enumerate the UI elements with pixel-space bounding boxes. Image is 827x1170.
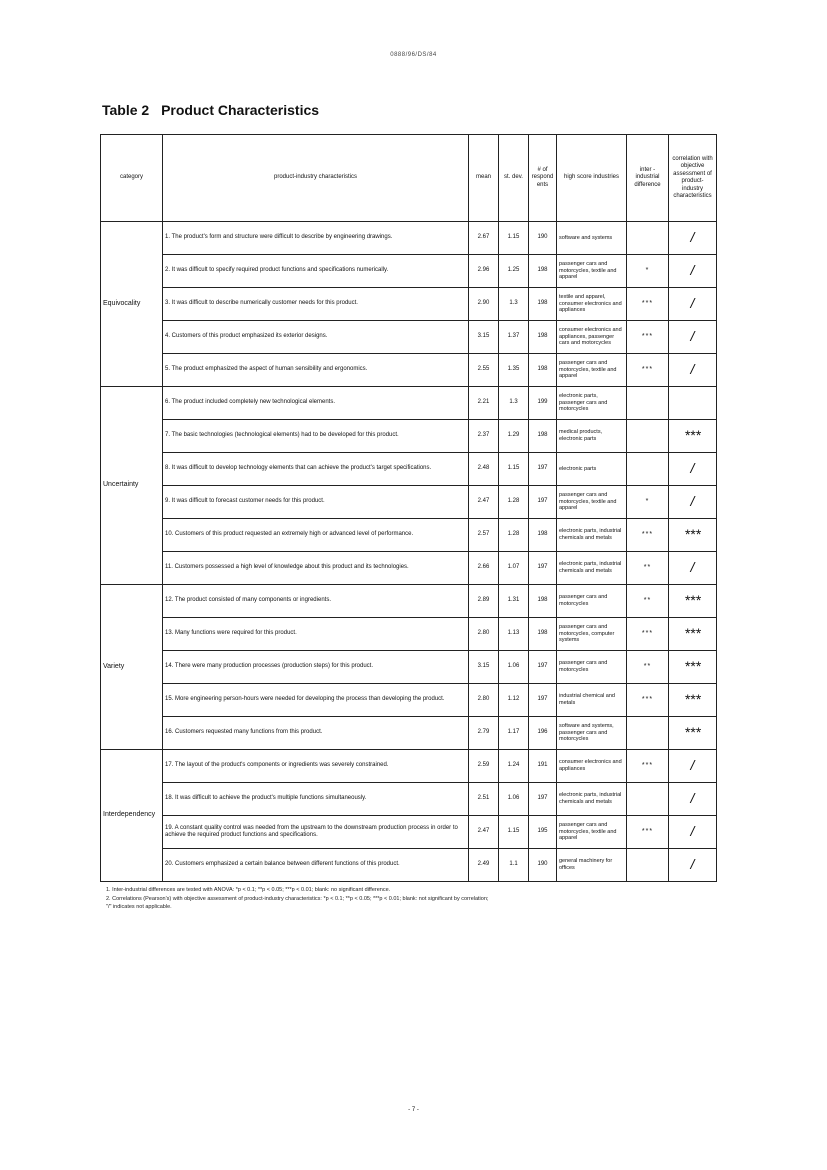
- respondents-cell: 198: [529, 585, 557, 618]
- respondents-cell: 197: [529, 453, 557, 486]
- correlation-cell: /: [669, 453, 717, 486]
- col-header-category: category: [101, 135, 163, 222]
- inter-industrial-cell: **: [627, 585, 669, 618]
- std-dev-cell: 1.12: [499, 684, 529, 717]
- table-row: [101, 420, 717, 453]
- table-row: [101, 519, 717, 552]
- category-cell: Interdependency: [101, 750, 163, 882]
- inter-industrial-cell: [627, 783, 669, 816]
- characteristic-cell: 11. Customers possessed a high level of knowledge about this product and its technologies.: [163, 552, 469, 585]
- characteristic-cell: 16. Customers requested many functions from this product.: [163, 717, 469, 750]
- table-number: Table 2: [102, 102, 150, 118]
- high-score-cell: industrial chemical and metals: [557, 684, 627, 717]
- mean-cell: 2.66: [469, 552, 499, 585]
- high-score-cell: passenger cars and motorcycles, textile and apparel: [557, 255, 627, 288]
- correlation-cell: ***: [669, 420, 717, 453]
- std-dev-cell: 1.06: [499, 651, 529, 684]
- high-score-cell: electronic parts, industrial chemicals and metals: [557, 552, 627, 585]
- high-score-cell: textile and apparel, consumer electronics and appliances: [557, 288, 627, 321]
- correlation-cell: [669, 387, 717, 420]
- respondents-cell: 190: [529, 849, 557, 882]
- mean-cell: 2.80: [469, 684, 499, 717]
- mean-cell: 2.57: [469, 519, 499, 552]
- correlation-cell: ***: [669, 717, 717, 750]
- table-row: [101, 849, 717, 882]
- respondents-cell: 195: [529, 816, 557, 849]
- table-row: [101, 750, 717, 783]
- respondents-cell: 197: [529, 684, 557, 717]
- correlation-cell: /: [669, 255, 717, 288]
- std-dev-cell: 1.37: [499, 321, 529, 354]
- col-header-correlation: correlation with objective assessment of product-industry characteristics: [669, 135, 717, 222]
- table-row: [101, 288, 717, 321]
- col-header-std-dev: st. dev.: [499, 135, 529, 222]
- table-row: [101, 717, 717, 750]
- inter-industrial-cell: [627, 222, 669, 255]
- inter-industrial-cell: [627, 849, 669, 882]
- high-score-cell: electronic parts, passenger cars and motorcycles: [557, 387, 627, 420]
- table-notes: [106, 886, 726, 912]
- mean-cell: 2.55: [469, 354, 499, 387]
- table-header-row: [101, 135, 717, 222]
- high-score-cell: software and systems: [557, 222, 627, 255]
- mean-cell: 2.47: [469, 816, 499, 849]
- inter-industrial-cell: [627, 717, 669, 750]
- inter-industrial-cell: ***: [627, 288, 669, 321]
- correlation-cell: /: [669, 354, 717, 387]
- mean-cell: 2.21: [469, 387, 499, 420]
- mean-cell: 2.59: [469, 750, 499, 783]
- high-score-cell: passenger cars and motorcycles: [557, 585, 627, 618]
- respondents-cell: 198: [529, 321, 557, 354]
- correlation-cell: /: [669, 816, 717, 849]
- category-cell: Equivocality: [101, 222, 163, 387]
- mean-cell: 2.47: [469, 486, 499, 519]
- document-header-id: 0888/96/DS/84: [390, 52, 437, 58]
- correlation-cell: ***: [669, 651, 717, 684]
- mean-cell: 2.51: [469, 783, 499, 816]
- respondents-cell: 199: [529, 387, 557, 420]
- table-row: [101, 585, 717, 618]
- respondents-cell: 198: [529, 618, 557, 651]
- std-dev-cell: 1.31: [499, 585, 529, 618]
- inter-industrial-cell: ***: [627, 618, 669, 651]
- high-score-cell: passenger cars and motorcycles, computer systems: [557, 618, 627, 651]
- high-score-cell: consumer electronics and appliances: [557, 750, 627, 783]
- inter-industrial-cell: [627, 420, 669, 453]
- table-row: [101, 783, 717, 816]
- mean-cell: 3.15: [469, 321, 499, 354]
- high-score-cell: passenger cars and motorcycles, textile and apparel: [557, 816, 627, 849]
- table-row: [101, 387, 717, 420]
- respondents-cell: 198: [529, 519, 557, 552]
- correlation-cell: /: [669, 486, 717, 519]
- mean-cell: 3.15: [469, 651, 499, 684]
- characteristic-cell: 13. Many functions were required for this product.: [163, 618, 469, 651]
- std-dev-cell: 1.29: [499, 420, 529, 453]
- inter-industrial-cell: [627, 387, 669, 420]
- inter-industrial-cell: *: [627, 486, 669, 519]
- correlation-cell: /: [669, 849, 717, 882]
- table-row: [101, 552, 717, 585]
- inter-industrial-cell: ***: [627, 519, 669, 552]
- characteristic-cell: 4. Customers of this product emphasized its exterior designs.: [163, 321, 469, 354]
- inter-industrial-cell: *: [627, 255, 669, 288]
- col-header-characteristics: product-industry characteristics: [163, 135, 469, 222]
- characteristic-cell: 14. There were many production processes (production steps) for this product.: [163, 651, 469, 684]
- mean-cell: 2.90: [469, 288, 499, 321]
- characteristic-cell: 19. A constant quality control was needed from the upstream to the downstream production process in order to achieve the required product functions and specifications.: [163, 816, 469, 849]
- high-score-cell: passenger cars and motorcycles, textile and apparel: [557, 354, 627, 387]
- table-row: [101, 222, 717, 255]
- correlation-cell: ***: [669, 684, 717, 717]
- characteristic-cell: 18. It was difficult to achieve the product's multiple functions simultaneously.: [163, 783, 469, 816]
- std-dev-cell: 1.35: [499, 354, 529, 387]
- table-row: [101, 684, 717, 717]
- respondents-cell: 197: [529, 651, 557, 684]
- table-row: [101, 651, 717, 684]
- table-row: [101, 453, 717, 486]
- mean-cell: 2.48: [469, 453, 499, 486]
- mean-cell: 2.79: [469, 717, 499, 750]
- std-dev-cell: 1.13: [499, 618, 529, 651]
- std-dev-cell: 1.28: [499, 519, 529, 552]
- high-score-cell: passenger cars and motorcycles: [557, 651, 627, 684]
- characteristic-cell: 5. The product emphasized the aspect of human sensibility and ergonomics.: [163, 354, 469, 387]
- characteristic-cell: 6. The product included completely new technological elements.: [163, 387, 469, 420]
- characteristic-cell: 20. Customers emphasized a certain balance between different functions of this product.: [163, 849, 469, 882]
- std-dev-cell: 1.15: [499, 816, 529, 849]
- inter-industrial-cell: ***: [627, 816, 669, 849]
- characteristic-cell: 17. The layout of the product's components or ingredients was severely constrained.: [163, 750, 469, 783]
- respondents-cell: 198: [529, 354, 557, 387]
- inter-industrial-cell: ***: [627, 354, 669, 387]
- inter-industrial-cell: ***: [627, 321, 669, 354]
- table-body: [101, 222, 717, 882]
- correlation-cell: /: [669, 321, 717, 354]
- high-score-cell: passenger cars and motorcycles, textile and apparel: [557, 486, 627, 519]
- col-header-mean: mean: [469, 135, 499, 222]
- characteristic-cell: 10. Customers of this product requested an extremely high or advanced level of performance.: [163, 519, 469, 552]
- table-title-text: Product Characteristics: [161, 102, 320, 118]
- high-score-cell: medical products, electronic parts: [557, 420, 627, 453]
- characteristic-cell: 1. The product's form and structure were difficult to describe by engineering drawings.: [163, 222, 469, 255]
- respondents-cell: 198: [529, 255, 557, 288]
- high-score-cell: electronic parts, industrial chemicals and metals: [557, 783, 627, 816]
- characteristic-cell: 9. It was difficult to forecast customer needs for this product.: [163, 486, 469, 519]
- std-dev-cell: 1.15: [499, 222, 529, 255]
- respondents-cell: 190: [529, 222, 557, 255]
- high-score-cell: electronic parts, industrial chemicals and metals: [557, 519, 627, 552]
- category-cell: Uncertainty: [101, 387, 163, 585]
- table-row: [101, 618, 717, 651]
- table-title: [102, 102, 319, 118]
- inter-industrial-cell: ***: [627, 750, 669, 783]
- product-characteristics-table: [100, 134, 717, 882]
- std-dev-cell: 1.1: [499, 849, 529, 882]
- col-header-inter-industrial: inter -industrial difference: [627, 135, 669, 222]
- table-row: [101, 354, 717, 387]
- std-dev-cell: 1.3: [499, 387, 529, 420]
- std-dev-cell: 1.17: [499, 717, 529, 750]
- inter-industrial-cell: [627, 453, 669, 486]
- category-cell: Variety: [101, 585, 163, 750]
- inter-industrial-cell: **: [627, 552, 669, 585]
- note-2: 2. Correlations (Pearson's) with objective assessment of product-industry characteristics: *p < 0.1; **p < 0.05; ***p < 0.01; blank: not significant by correlation;: [106, 895, 489, 902]
- respondents-cell: 196: [529, 717, 557, 750]
- col-header-high-score: high score industries: [557, 135, 627, 222]
- respondents-cell: 198: [529, 288, 557, 321]
- note-1: 1. Inter-industrial differences are tested with ANOVA: *p < 0.1; **p < 0.05; ***p < 0.01; blank: no significant difference.: [106, 887, 391, 893]
- std-dev-cell: 1.07: [499, 552, 529, 585]
- mean-cell: 2.80: [469, 618, 499, 651]
- table-row: [101, 321, 717, 354]
- mean-cell: 2.37: [469, 420, 499, 453]
- mean-cell: 2.49: [469, 849, 499, 882]
- respondents-cell: 197: [529, 783, 557, 816]
- std-dev-cell: 1.15: [499, 453, 529, 486]
- col-header-respondents: # of respond ents: [529, 135, 557, 222]
- high-score-cell: software and systems, passenger cars and motorcycles: [557, 717, 627, 750]
- characteristic-cell: 8. It was difficult to develop technology elements that can achieve the product's target specifications.: [163, 453, 469, 486]
- table-row: [101, 255, 717, 288]
- high-score-cell: consumer electronics and appliances, passenger cars and motorcycles: [557, 321, 627, 354]
- correlation-cell: ***: [669, 618, 717, 651]
- mean-cell: 2.67: [469, 222, 499, 255]
- respondents-cell: 191: [529, 750, 557, 783]
- respondents-cell: 197: [529, 552, 557, 585]
- high-score-cell: electronic parts: [557, 453, 627, 486]
- correlation-cell: /: [669, 222, 717, 255]
- std-dev-cell: 1.06: [499, 783, 529, 816]
- respondents-cell: 198: [529, 420, 557, 453]
- table-row: [101, 486, 717, 519]
- mean-cell: 2.89: [469, 585, 499, 618]
- respondents-cell: 197: [529, 486, 557, 519]
- std-dev-cell: 1.24: [499, 750, 529, 783]
- correlation-cell: /: [669, 750, 717, 783]
- correlation-cell: ***: [669, 585, 717, 618]
- mean-cell: 2.96: [469, 255, 499, 288]
- correlation-cell: /: [669, 783, 717, 816]
- note-3: "/" indicates not applicable.: [106, 904, 172, 911]
- characteristic-cell: 15. More engineering person-hours were needed for developing the process than developing the product.: [163, 684, 469, 717]
- characteristic-cell: 12. The product consisted of many components or ingredients.: [163, 585, 469, 618]
- correlation-cell: /: [669, 552, 717, 585]
- std-dev-cell: 1.28: [499, 486, 529, 519]
- correlation-cell: ***: [669, 519, 717, 552]
- high-score-cell: general machinery for offices: [557, 849, 627, 882]
- correlation-cell: /: [669, 288, 717, 321]
- inter-industrial-cell: **: [627, 651, 669, 684]
- characteristic-cell: 2. It was difficult to specify required product functions and specifications numerically.: [163, 255, 469, 288]
- std-dev-cell: 1.25: [499, 255, 529, 288]
- page-number: - 7 -: [408, 1107, 419, 1113]
- characteristic-cell: 7. The basic technologies (technological elements) had to be developed for this product.: [163, 420, 469, 453]
- table-row: [101, 816, 717, 849]
- std-dev-cell: 1.3: [499, 288, 529, 321]
- inter-industrial-cell: ***: [627, 684, 669, 717]
- characteristic-cell: 3. It was difficult to describe numerically customer needs for this product.: [163, 288, 469, 321]
